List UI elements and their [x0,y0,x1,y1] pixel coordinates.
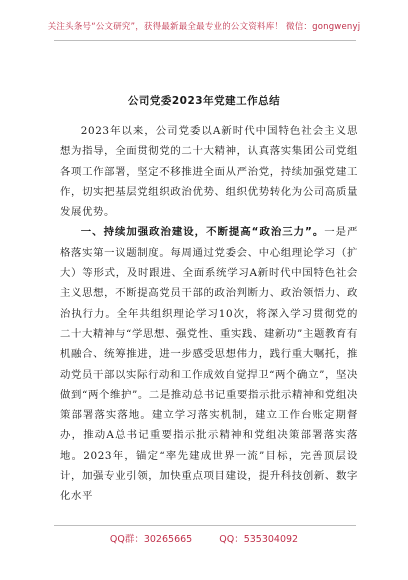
footer [0,531,408,545]
document-body [60,121,358,507]
document-title: 公司党委2023年党建工作总结 [127,95,281,107]
intro-paragraph: 2023年以来，公司党委以A新时代中国特色社会主义思想为指导，全面贯彻党的二十大精神，认真落实集团公司党组各项工作部署，坚定不移推进全面从严治党，持续加强党建工作，切实把基层党组织政治优势、组织优势转化为公司高质量发展优势。 [60,125,358,219]
footer-qq-group: QQ群：30265665 [109,534,193,545]
section-1-body: 一是严格落实第一议题制度。每周通过党委会、中心组理论学习（扩大）等形式，及时跟进、全面系统学习A新时代中国特色社会主义思想，不断提高党员干部的政治判断力、政治领悟力、政治执行力。全年共组织理论学习10次，将深入学习贯彻党的二十大精神与“学思想、强党性、重实践、建新功”主题教育有机融合、统筹推进，进一步感受思想伟力，践行重大嘱托，推动党员干部以实际行动和工作成效自觉捍卫“两个确立”，坚决做到“两个维护”。二是推动总书记重要指示批示精神和党组决策部署落实落地。建立学习落实机制，建立工作台账定期督办，推动A总书记重要指示批示精神和党组决策部署落实落地。2023年，锚定“率先建成世界一流”目标，完善顶层设计，加强专业引领，加快重点项目建设，提升科技创新、数字化水平 [60,226,358,503]
footer-qq: QQ：535304092 [219,534,299,545]
header-banner: 关注头条号“公文研究”，获得最新最全最专业的公文资料库！ 微信：gongwenyj [47,22,361,32]
section-1-heading: 一、持续加强政治建设，不断提高“政治三力”。 [80,226,325,239]
footer-divider [54,525,356,526]
section-1-paragraph [60,222,358,506]
header-divider [54,40,356,41]
